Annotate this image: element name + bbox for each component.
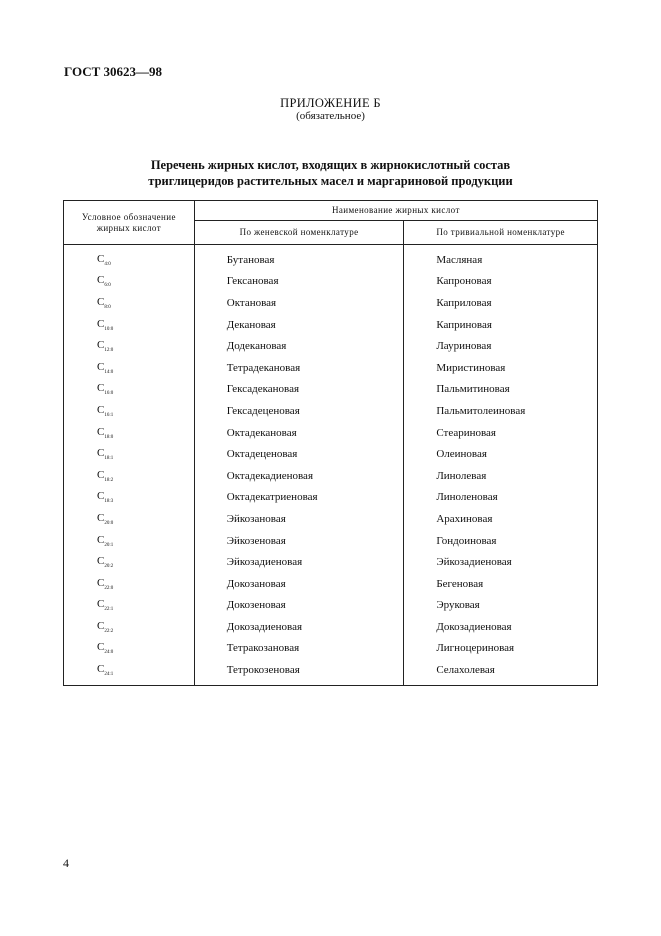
acid-code-letter: C	[97, 274, 105, 287]
acid-code-cell	[64, 400, 195, 422]
trivial-name-cell: Каприловая	[404, 292, 598, 314]
acid-code-letter: C	[97, 317, 105, 330]
table-row	[64, 573, 598, 595]
acid-code-subscript: 6:0	[104, 283, 111, 289]
geneva-name-cell: Эйкозановая	[194, 508, 404, 530]
acid-code-letter: C	[97, 511, 105, 524]
acid-code-cell	[64, 443, 195, 465]
table-row	[64, 314, 598, 336]
acid-code-cell	[64, 551, 195, 573]
geneva-name-cell: Октадекадиеновая	[194, 465, 404, 487]
trivial-name-cell: Пальмитолеиновая	[404, 400, 598, 422]
trivial-name-cell: Пальмитиновая	[404, 379, 598, 401]
acid-code-cell	[64, 465, 195, 487]
acid-code-letter: C	[97, 576, 105, 589]
geneva-name-cell: Тетракозановая	[194, 638, 404, 660]
column-header-code: Условное обозначение жирных кислот	[64, 201, 195, 245]
acid-code-subscript: 20:2	[104, 564, 114, 570]
appendix-title: ПРИЛОЖЕНИЕ Б	[280, 96, 381, 110]
geneva-name-cell: Октадекановая	[194, 422, 404, 444]
table-row	[64, 335, 598, 357]
document-number: ГОСТ 30623—98	[64, 64, 163, 79]
table-row	[64, 508, 598, 530]
acid-code-cell	[64, 271, 195, 293]
acid-code-subscript: 18:0	[104, 434, 114, 440]
geneva-name-cell: Додекановая	[194, 335, 404, 357]
column-header-geneva: По женевской номенклатуре	[194, 221, 404, 245]
geneva-name-cell: Октадекатриеновая	[194, 487, 404, 509]
geneva-name-cell: Декановая	[194, 314, 404, 336]
trivial-name-cell: Масляная	[404, 245, 598, 271]
geneva-name-cell: Гексадекановая	[194, 379, 404, 401]
acid-code-cell	[64, 508, 195, 530]
acid-code-letter: C	[97, 468, 105, 481]
acid-code-subscript: 14:0	[104, 369, 114, 375]
geneva-name-cell: Бутановая	[194, 245, 404, 271]
acid-code-cell	[64, 573, 195, 595]
acid-code-subscript: 24:0	[104, 650, 114, 656]
table-row	[64, 443, 598, 465]
acid-code-subscript: 4:0	[104, 261, 111, 267]
table-row	[64, 659, 598, 685]
acid-code-cell	[64, 379, 195, 401]
geneva-name-cell: Эйкозеновая	[194, 530, 404, 552]
table-row	[64, 616, 598, 638]
geneva-name-cell: Докозадиеновая	[194, 616, 404, 638]
table-title	[0, 157, 661, 189]
acid-code-subscript: 8:0	[104, 304, 111, 310]
trivial-name-cell: Линолевая	[404, 465, 598, 487]
acid-code-letter: C	[97, 619, 105, 632]
acid-code-letter: C	[97, 663, 105, 676]
geneva-name-cell: Гексадеценовая	[194, 400, 404, 422]
trivial-name-cell: Стеариновая	[404, 422, 598, 444]
table-row	[64, 357, 598, 379]
trivial-name-cell: Лигноцериновая	[404, 638, 598, 660]
acid-code-cell	[64, 616, 195, 638]
acid-code-cell	[64, 357, 195, 379]
acid-code-letter: C	[97, 425, 105, 438]
trivial-name-cell: Капроновая	[404, 271, 598, 293]
trivial-name-cell: Каприновая	[404, 314, 598, 336]
table-row	[64, 271, 598, 293]
column-header-trivial: По тривиальной номенклатуре	[404, 221, 598, 245]
table-row	[64, 595, 598, 617]
table-row	[64, 292, 598, 314]
acid-code-cell	[64, 245, 195, 271]
acid-code-letter: C	[97, 339, 105, 352]
table-row	[64, 422, 598, 444]
acid-code-letter: C	[97, 598, 105, 611]
column-header-names: Наименование жирных кислот	[194, 201, 597, 221]
geneva-name-cell: Октановая	[194, 292, 404, 314]
trivial-name-cell: Эйкозадиеновая	[404, 551, 598, 573]
acid-code-cell	[64, 335, 195, 357]
trivial-name-cell: Миристиновая	[404, 357, 598, 379]
acid-code-cell	[64, 487, 195, 509]
acid-code-letter: C	[97, 252, 105, 265]
table-row	[64, 465, 598, 487]
acid-code-cell	[64, 422, 195, 444]
table-row	[64, 551, 598, 573]
table-body	[64, 245, 598, 686]
acid-code-letter: C	[97, 360, 105, 373]
page-number: 4	[63, 856, 69, 870]
table-row	[64, 487, 598, 509]
acid-code-subscript: 22:1	[104, 607, 114, 613]
table-row	[64, 245, 598, 271]
acid-code-letter: C	[97, 295, 105, 308]
acid-code-letter: C	[97, 447, 105, 460]
acid-code-letter: C	[97, 533, 105, 546]
acid-code-letter: C	[97, 382, 105, 395]
trivial-name-cell: Гондоиновая	[404, 530, 598, 552]
geneva-name-cell: Октадеценовая	[194, 443, 404, 465]
acid-code-subscript: 18:2	[104, 477, 114, 483]
acid-code-cell	[64, 638, 195, 660]
trivial-name-cell: Бегеновая	[404, 573, 598, 595]
trivial-name-cell: Селахолевая	[404, 659, 598, 685]
table-row	[64, 530, 598, 552]
table-row	[64, 400, 598, 422]
trivial-name-cell: Лауриновая	[404, 335, 598, 357]
acid-code-subscript: 12:0	[104, 348, 114, 354]
trivial-name-cell: Эруковая	[404, 595, 598, 617]
geneva-name-cell: Тетрадекановая	[194, 357, 404, 379]
acid-code-letter: C	[97, 641, 105, 654]
geneva-name-cell: Докозановая	[194, 573, 404, 595]
geneva-name-cell: Докозеновая	[194, 595, 404, 617]
acid-code-subscript: 20:1	[104, 542, 114, 548]
acid-code-subscript: 10:0	[104, 326, 114, 332]
table-title-line-1: Перечень жирных кислот, входящих в жирнокислотный состав	[150, 158, 511, 172]
table-row	[64, 379, 598, 401]
acid-code-subscript: 22:0	[104, 585, 114, 591]
trivial-name-cell: Олеиновая	[404, 443, 598, 465]
acid-code-letter: C	[97, 490, 105, 503]
fatty-acids-table	[63, 200, 598, 686]
trivial-name-cell: Докозадиеновая	[404, 616, 598, 638]
acid-code-cell	[64, 659, 195, 685]
trivial-name-cell: Линоленовая	[404, 487, 598, 509]
geneva-name-cell: Тетрокозеновая	[194, 659, 404, 685]
appendix-subtitle: (обязательное)	[296, 110, 365, 122]
table-row	[64, 638, 598, 660]
acid-code-cell	[64, 292, 195, 314]
geneva-name-cell: Эйкозадиеновая	[194, 551, 404, 573]
acid-code-subscript: 18:1	[104, 456, 114, 462]
acid-code-subscript: 20:0	[104, 520, 114, 526]
acid-code-cell	[64, 530, 195, 552]
acid-code-cell	[64, 595, 195, 617]
table-title-line-2: триглицеридов растительных масел и маргариновой продукции	[148, 174, 513, 188]
acid-code-subscript: 18:3	[104, 499, 114, 505]
acid-code-letter: C	[97, 555, 105, 568]
acid-code-letter: C	[97, 403, 105, 416]
geneva-name-cell: Гексановая	[194, 271, 404, 293]
acid-code-subscript: 16:1	[104, 412, 114, 418]
trivial-name-cell: Арахиновая	[404, 508, 598, 530]
acid-code-subscript: 22:2	[104, 628, 114, 634]
acid-code-subscript: 24:1	[104, 672, 114, 678]
acid-code-subscript: 16:0	[104, 391, 114, 397]
acid-code-cell	[64, 314, 195, 336]
